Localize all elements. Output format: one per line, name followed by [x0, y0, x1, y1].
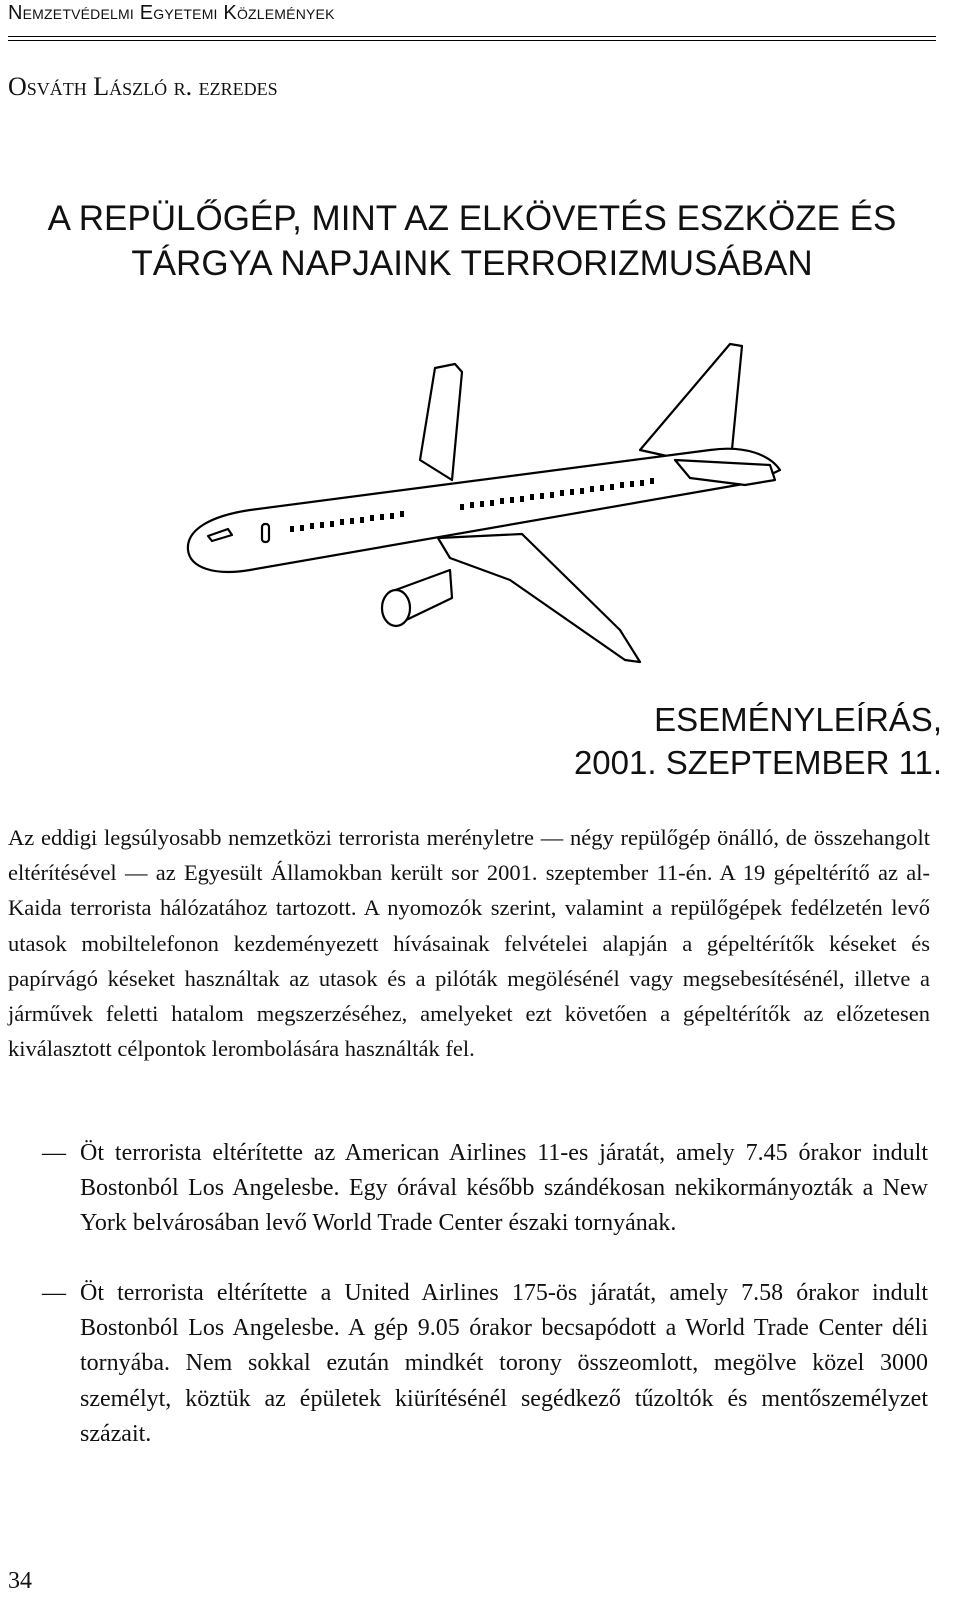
running-header: Nemzetvédelmi Egyetemi Közlemények — [8, 2, 335, 24]
header-rule-double — [8, 40, 936, 41]
title-line-1: A REPÜLŐGÉP, MINT AZ ELKÖVETÉS ESZKÖZE ÉS — [47, 199, 897, 238]
list-item — [8, 1136, 928, 1242]
paragraph-intro: Az eddigi legsúlyosabb nemzetközi terrorista merényletre — négy repülőgép önálló, de összehangolt eltérítésével — az Egyesült Államokban került sor 2001. szeptember 11-én. A 19 gépeltérítő az al-Kaida terrorista hálózatához tartozott. A nyomozók szerint, valamint a repülőgépek fedélzetén levő utasok mobiltelefonon kezdeményezett hívásainak felvételei alapján a gépeltérítők késeket és papírvágó késeket használtak az utasok és a pilóták megölésénél vagy megsebesítésénél, illetve a járművek feletti hatalom megszerzéséhez, amelyeket ezt követően a gépeltérítők az előzetesen kiválasztott célpontok lerombolására használták fel. — [8, 825, 930, 1062]
list-dash: — — [42, 1280, 66, 1306]
near-wing — [438, 534, 640, 662]
page-number: 34 — [8, 1568, 32, 1594]
airplane-icon — [170, 330, 790, 670]
engine-intake — [382, 590, 410, 626]
article-title — [0, 196, 944, 286]
front-door — [262, 524, 269, 542]
title-line-2: TÁRGYA NAPJAINK TERRORIZMUSÁBAN — [131, 244, 813, 283]
section-heading-line-2: 2001. SZEPTEMBER 11. — [573, 744, 942, 781]
list-item-text: Öt terrorista eltérítette az American Airlines 11-es járatát, amely 7.45 órakor indult Bostonból Los Angelesbe. Egy órával később szándékosan nekikormányozták a New York belvárosában levő World Trade Center északi tornyának. — [80, 1140, 928, 1237]
section-heading — [574, 698, 942, 784]
header-rule — [8, 36, 936, 37]
section-heading-line-1: ESEMÉNYLEÍRÁS, — [654, 701, 942, 738]
list-item-text: Öt terrorista eltérítette a United Airlines 175-ös járatát, amely 7.58 órakor indult Bostonból Los Angelesbe. A gép 9.05 órakor becsapódott a World Trade Center déli tornyába. Nem sokkal ezután mindkét torony összeomlott, megölve közel 3000 személyt, köztük az épületek kiürítésénél segédkező tűzoltók és mentőszemélyzet százait. — [80, 1280, 928, 1447]
author-line: Osváth László r. ezredes — [8, 72, 278, 101]
list-dash: — — [42, 1140, 66, 1166]
list-item — [8, 1276, 928, 1452]
far-wing — [420, 364, 462, 480]
